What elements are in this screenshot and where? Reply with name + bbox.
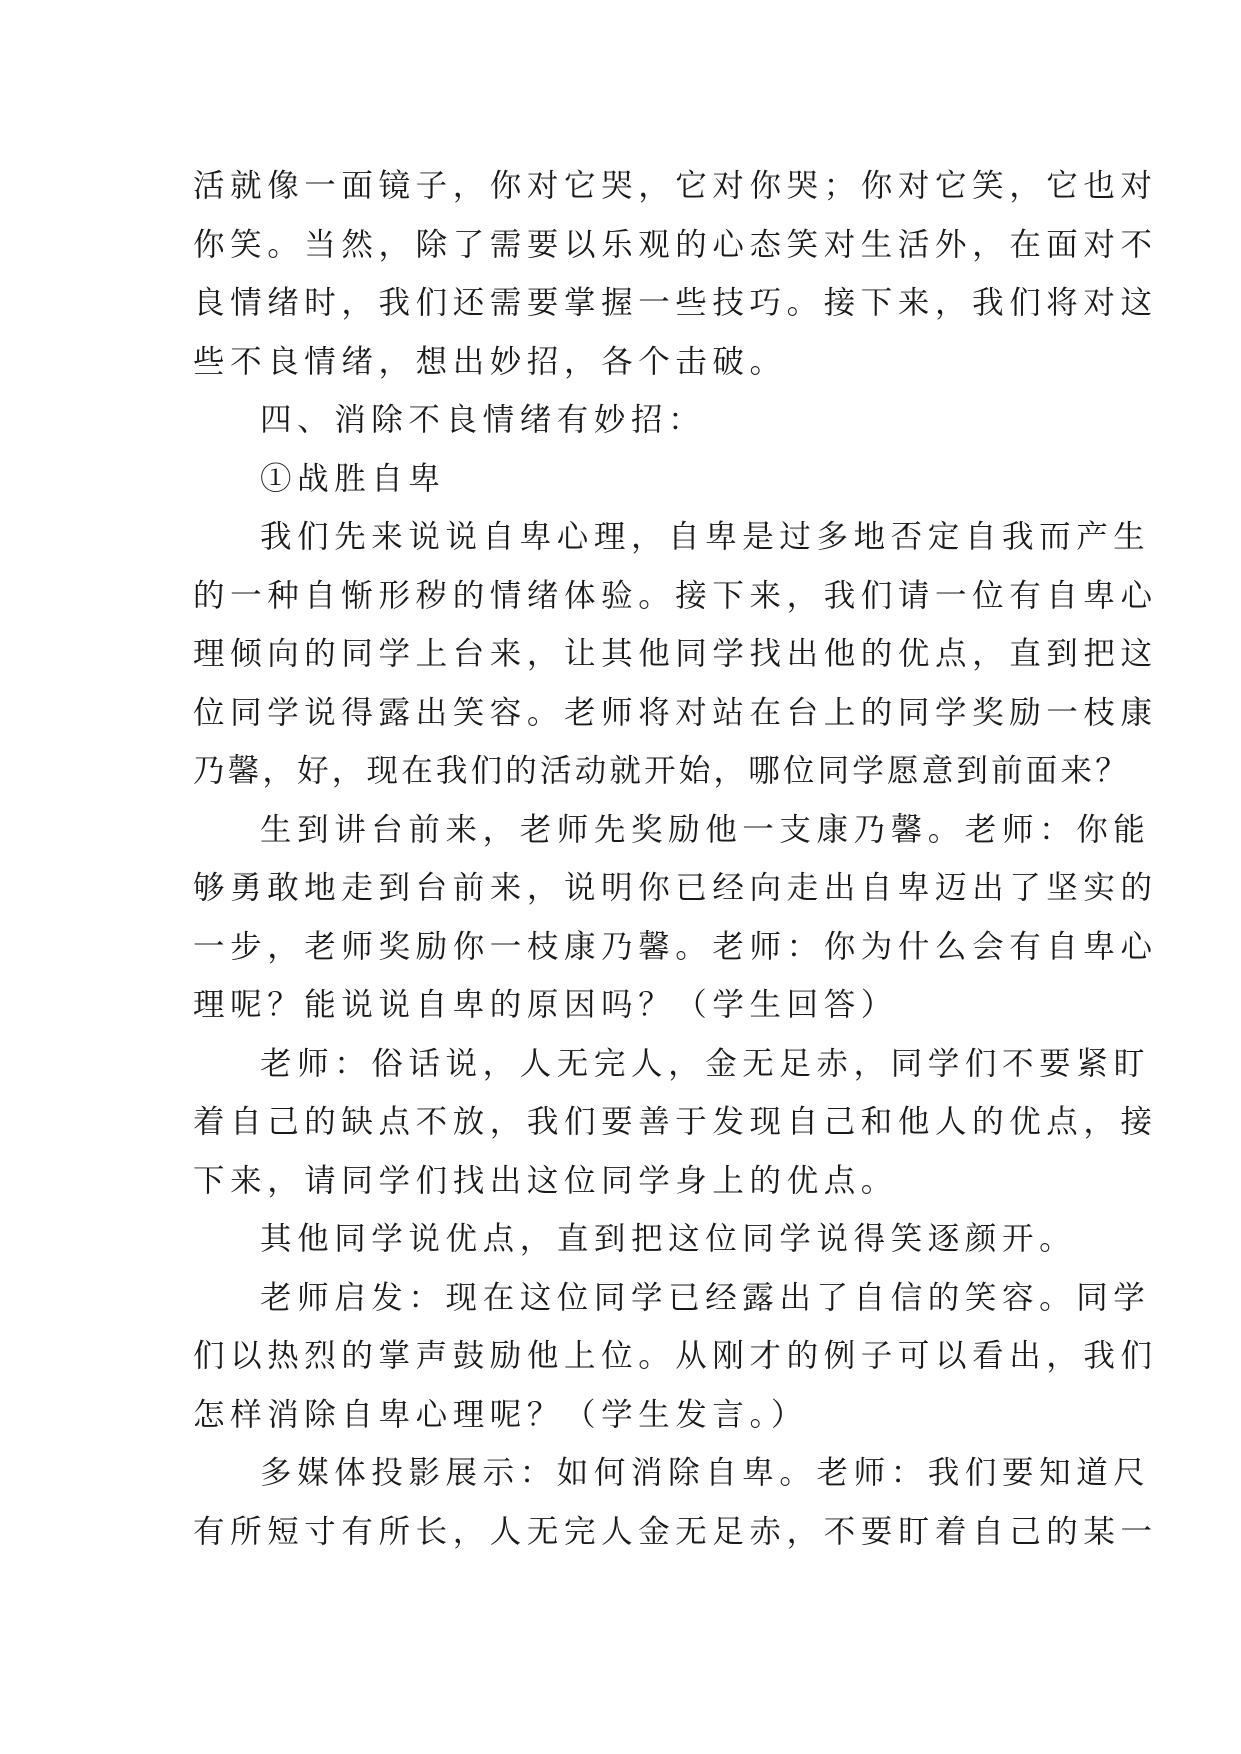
text-line: 其他同学说优点，直到把这位同学说得笑逐颜开。 [260,1221,1077,1257]
text-line: 我们先来说说自卑心理，自卑是过多地否定自我而产生 [260,519,1151,555]
text-line: 良情绪时，我们还需要掌握一些技巧。接下来，我们将对这 [193,285,1158,321]
text-line: 着自己的缺点不放，我们要善于发现自己和他人的优点，接 [193,1104,1158,1140]
text-line: 的一种自惭形秽的情绪体验。接下来，我们请一位有自卑心 [193,577,1158,614]
text-line: 们以热烈的掌声鼓励他上位。从刚才的例子可以看出，我们 [193,1338,1158,1374]
body-text [193,157,1158,1561]
subsection-heading: ①战胜自卑 [260,460,446,497]
text-line: 有所短寸有所长，人无完人金无足赤，不要盯着自己的某一 [193,1513,1158,1550]
text-line: 下来，请同学们找出这位同学身上的优点。 [193,1162,898,1199]
text-line: 活就像一面镜子，你对它哭，它对你哭；你对它笑，它也对 [193,168,1158,204]
text-line: 乃馨，好，现在我们的活动就开始，哪位同学愿意到前面来？ [193,753,1130,789]
text-line: 你笑。当然，除了需要以乐观的心态笑对生活外，在面对不 [193,226,1158,263]
text-line: 够勇敢地走到台前来，说明你已经向走出自卑迈出了坚实的 [193,870,1158,906]
text-line: 理倾向的同学上台来，让其他同学找出他的优点，直到把这 [193,636,1158,672]
text-line: 老师：俗话说，人无完人，金无足赤，同学们不要紧盯 [260,1045,1151,1082]
text-line: 些不良情绪，想出妙招，各个击破。 [193,343,787,380]
text-line: 多媒体投影展示：如何消除自卑。老师：我们要知道尺 [260,1455,1151,1491]
section-heading: 四、消除不良情绪有妙招： [260,402,706,438]
text-line: 怎样消除自卑心理呢？（学生发言。） [193,1396,808,1433]
text-line: 一步，老师奖励你一枝康乃馨。老师：你为什么会有自卑心 [193,928,1158,965]
text-line: 理呢？能说说自卑的原因吗？（学生回答） [193,987,898,1023]
text-line: 老师启发：现在这位同学已经露出了自信的笑容。同学 [260,1279,1151,1316]
text-line: 位同学说得露出笑容。老师将对站在台上的同学奖励一枝康 [193,694,1158,731]
text-line: 生到讲台前来，老师先奖励他一支康乃馨。老师：你能 [260,811,1151,848]
